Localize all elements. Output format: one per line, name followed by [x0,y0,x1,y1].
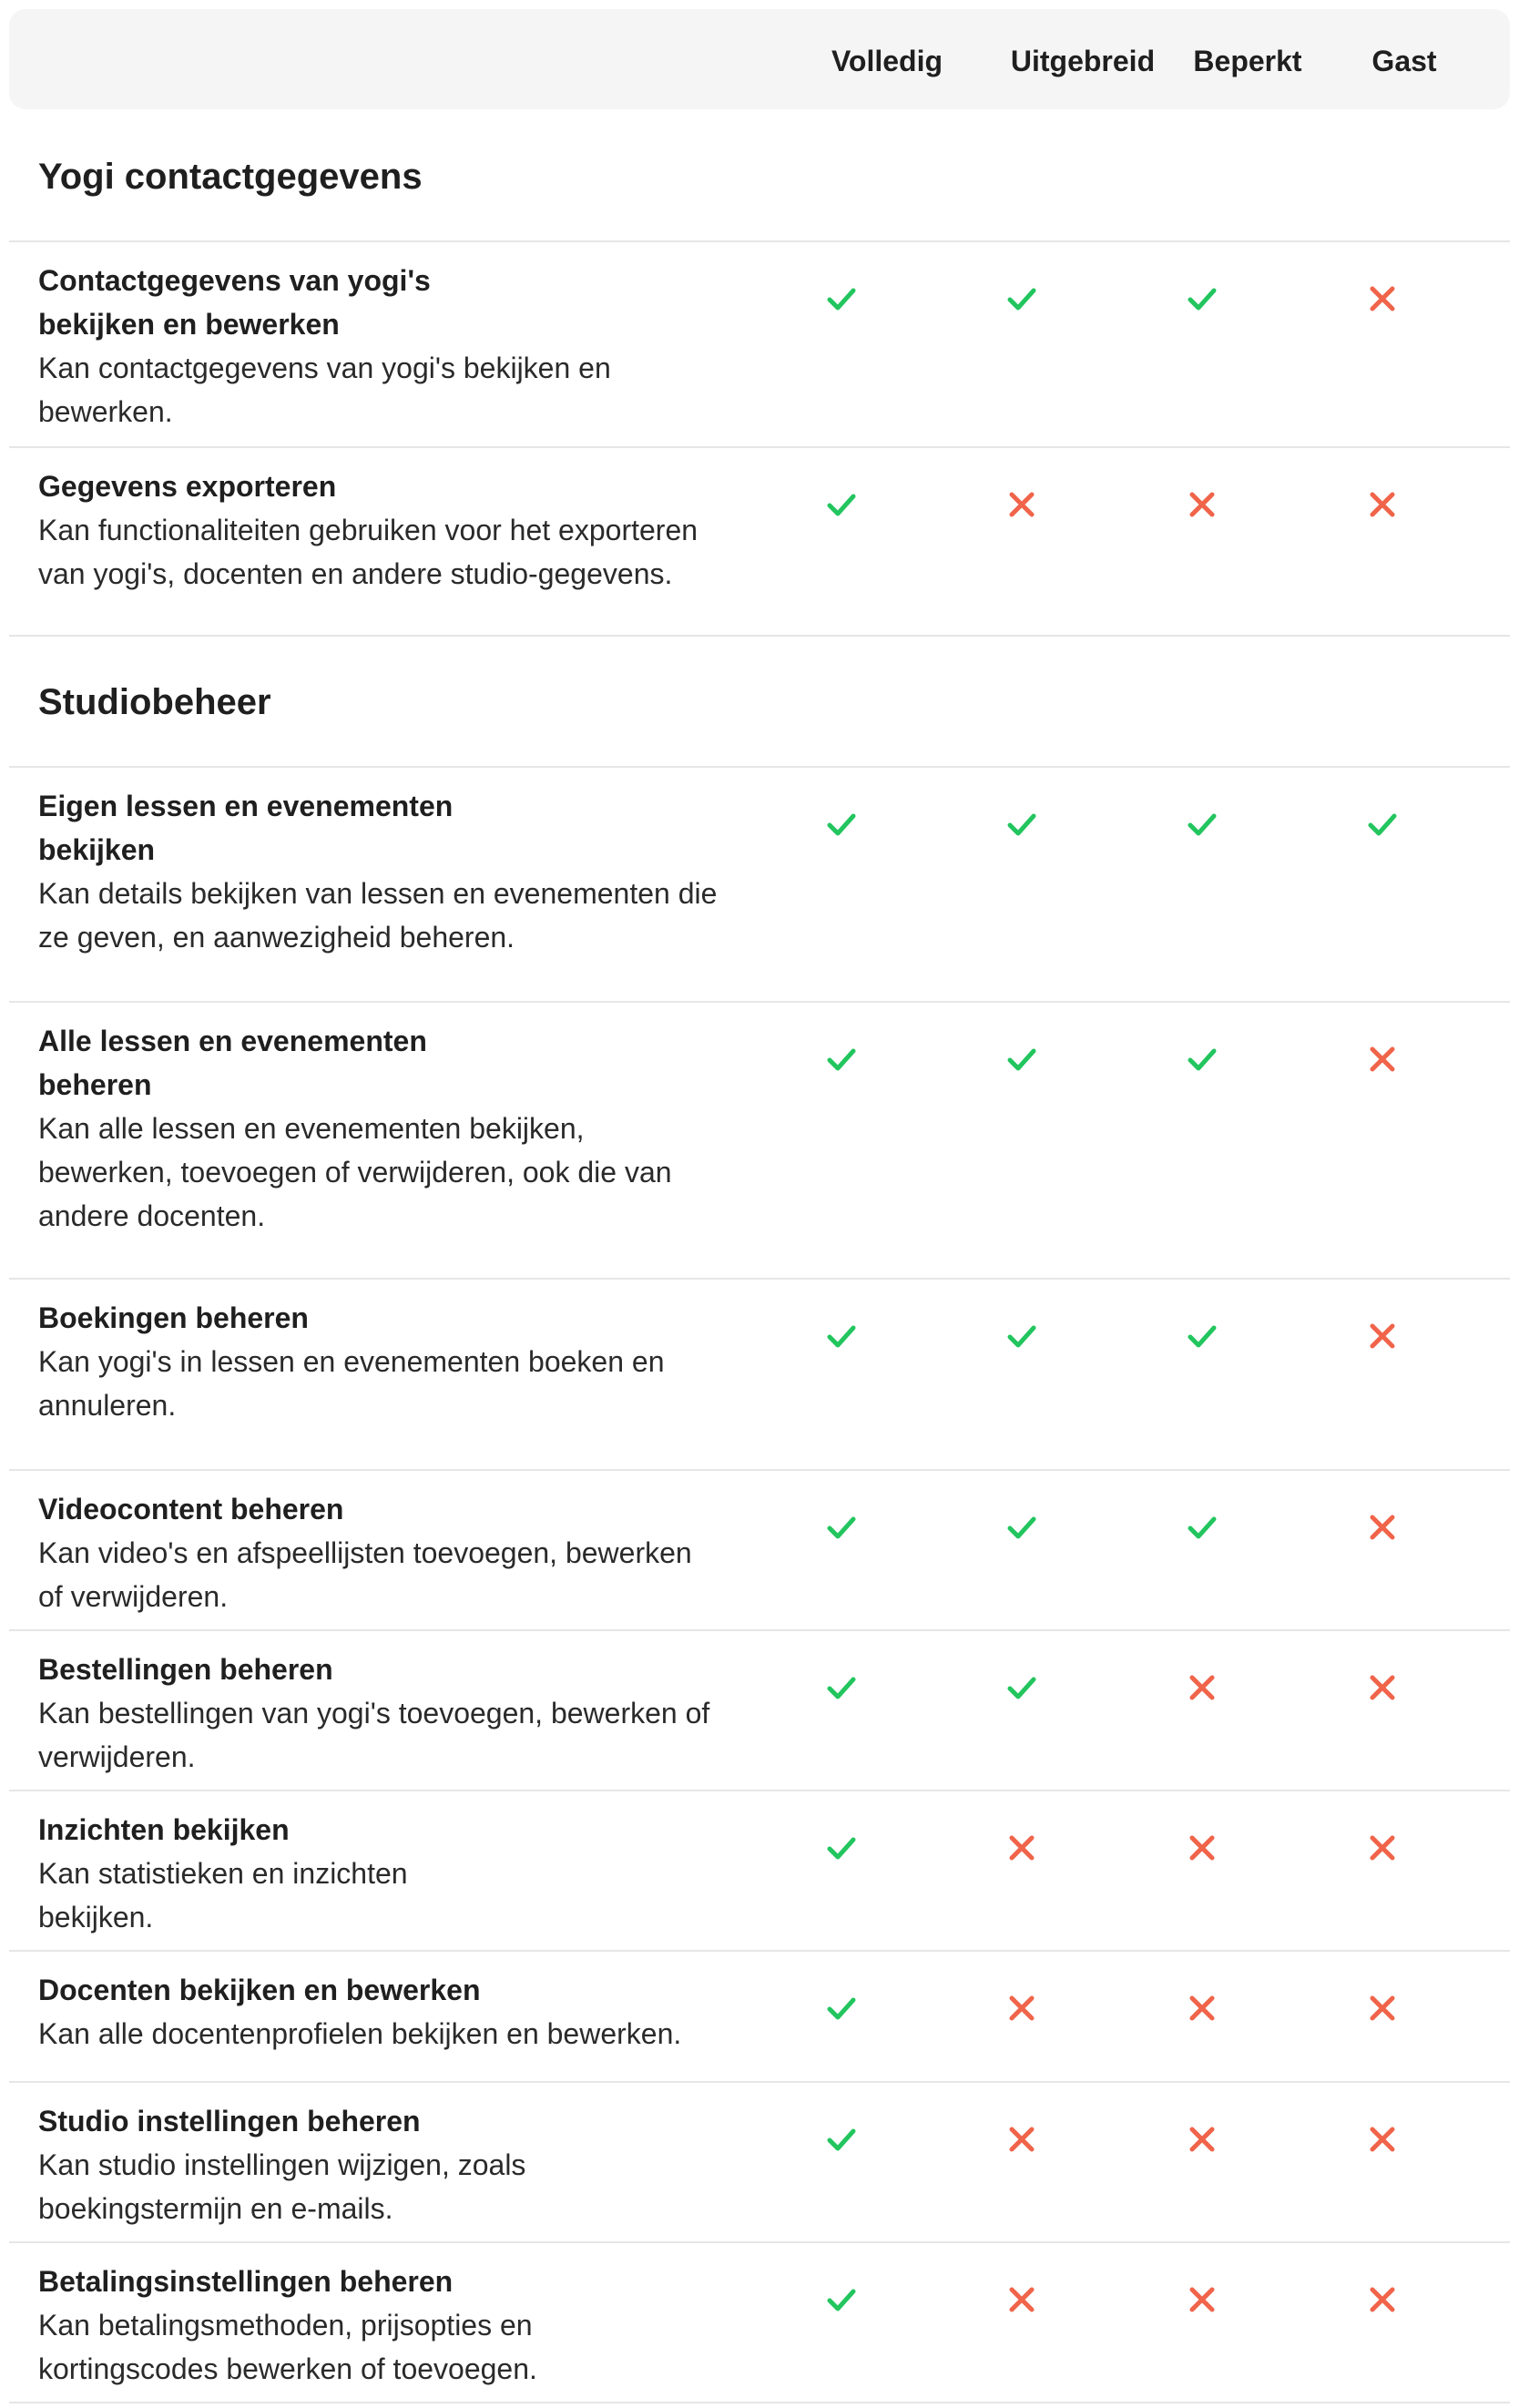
permission-text [38,2099,525,2230]
check-icon [1184,806,1220,842]
check-icon [1004,1669,1040,1706]
permission-title: Contactgegevens van yogi's [38,264,431,297]
check-icon [823,806,860,842]
permission-row [0,1952,1519,2081]
check-icon [1004,281,1040,317]
column-header-uitgebreid: Uitgebreid [1010,45,1156,77]
permission-text [38,1487,692,1618]
cross-icon [1364,2121,1401,2158]
permission-description: verwijderen. [38,1740,196,1773]
cross-icon [1184,2281,1220,2318]
section-title-yogi-contactgegevens: Yogi contactgegevens [38,157,423,197]
check-icon [1004,1318,1040,1354]
permission-row [0,1003,1519,1278]
permission-description: andere docenten. [38,1199,266,1232]
check-icon [823,1830,860,1866]
cross-icon [1364,1830,1401,1866]
permission-description: Kan video's en afspeellijsten toevoegen, bewerken [38,1536,692,1569]
permission-description: bekijken. [38,1901,154,1934]
permission-title: Docenten bekijken en bewerken [38,1974,481,2006]
permission-title: Studio instellingen beheren [38,2105,421,2138]
column-header-gast: Gast [1371,45,1437,77]
permission-text [38,1808,408,1939]
permission-row [0,242,1519,446]
cross-icon [1004,1830,1040,1866]
permission-title: Gegevens exporteren [38,470,337,503]
permission-title: bekijken en bewerken [38,308,340,341]
check-icon [1184,1041,1220,1077]
permission-row [0,2083,1519,2241]
check-icon [1004,806,1040,842]
cross-icon [1184,486,1220,523]
permission-description: Kan yogi's in lessen en evenementen boeken en [38,1345,665,1378]
permission-title: beheren [38,1068,152,1101]
permission-title: Alle lessen en evenementen [38,1025,427,1057]
check-icon [823,1509,860,1546]
permission-description: Kan contactgegevens van yogi's bekijken en [38,352,611,384]
permission-description: boekingstermijn en e-mails. [38,2192,393,2225]
permission-text [38,784,717,959]
permission-description: kortingscodes bewerken of toevoegen. [38,2352,537,2385]
permission-description: Kan alle lessen en evenementen bekijken, [38,1112,585,1145]
cross-icon [1364,1669,1401,1706]
permission-description: Kan alle docentenprofielen bekijken en bewerken. [38,2017,682,2050]
permission-description: van yogi's, docenten en andere studio-gegevens. [38,557,673,590]
permission-text [38,464,698,596]
permission-description: Kan betalingsmethoden, prijsopties en [38,2309,533,2342]
permission-description: bewerken. [38,395,173,428]
permission-description: of verwijderen. [38,1580,229,1613]
check-icon [823,1318,860,1354]
cross-icon [1364,1509,1401,1546]
column-header-bar [9,9,1510,109]
permission-description: Kan functionaliteiten gebruiken voor het exporteren [38,514,698,546]
cross-icon [1004,2121,1040,2158]
permission-row [0,1280,1519,1469]
permission-text [38,1296,664,1427]
permission-text [38,259,611,434]
permission-title: Boekingen beheren [38,1301,309,1334]
permission-title: Betalingsinstellingen beheren [38,2265,454,2298]
cross-icon [1364,1041,1401,1077]
check-icon [1184,1318,1220,1354]
cross-icon [1004,486,1040,523]
cross-icon [1364,1990,1401,2026]
check-icon [1004,1041,1040,1077]
column-header-beperkt: Beperkt [1193,45,1302,77]
permission-description: Kan studio instellingen wijzigen, zoals [38,2148,526,2181]
permission-title: Eigen lessen en evenementen [38,790,454,822]
permission-title: Inzichten bekijken [38,1813,290,1846]
permission-text [38,1968,681,2056]
permission-title: bekijken [38,833,156,866]
permission-text [38,1019,672,1238]
permission-row [0,2243,1519,2402]
cross-icon [1364,1318,1401,1354]
check-icon [823,1669,860,1706]
check-icon [1184,281,1220,317]
column-header-volledig: Volledig [831,45,943,77]
permission-description: Kan bestellingen van yogi's toevoegen, bewerken of [38,1697,710,1729]
permission-title: Bestellingen beheren [38,1653,333,1686]
cross-icon [1364,281,1401,317]
cross-icon [1184,1830,1220,1866]
permission-row [0,768,1519,1001]
permission-description: ze geven, en aanwezigheid beheren. [38,921,515,954]
permission-row [0,1471,1519,1629]
check-icon [823,1041,860,1077]
permission-title: Videocontent beheren [38,1493,344,1525]
check-icon [823,2121,860,2158]
permission-description: Kan details bekijken van lessen en evenementen die [38,877,718,910]
section-title-studiobeheer: Studiobeheer [38,682,271,722]
check-icon [1364,806,1401,842]
permission-row [0,448,1519,635]
permission-text [38,2260,537,2391]
permission-text [38,1648,709,1779]
cross-icon [1364,2281,1401,2318]
permission-row [0,1791,1519,1950]
permission-description: bewerken, toevoegen of verwijderen, ook die van [38,1156,672,1189]
check-icon [823,2281,860,2318]
cross-icon [1184,1669,1220,1706]
permission-description: Kan statistieken en inzichten [38,1857,408,1890]
cross-icon [1364,486,1401,523]
permission-row [0,1631,1519,1790]
cross-icon [1004,1990,1040,2026]
cross-icon [1184,2121,1220,2158]
row-divider [9,635,1510,637]
check-icon [823,486,860,523]
check-icon [823,281,860,317]
check-icon [1184,1509,1220,1546]
check-icon [823,1990,860,2026]
permission-description: annuleren. [38,1389,177,1422]
row-divider [9,2402,1510,2403]
cross-icon [1004,2281,1040,2318]
check-icon [1004,1509,1040,1546]
cross-icon [1184,1990,1220,2026]
